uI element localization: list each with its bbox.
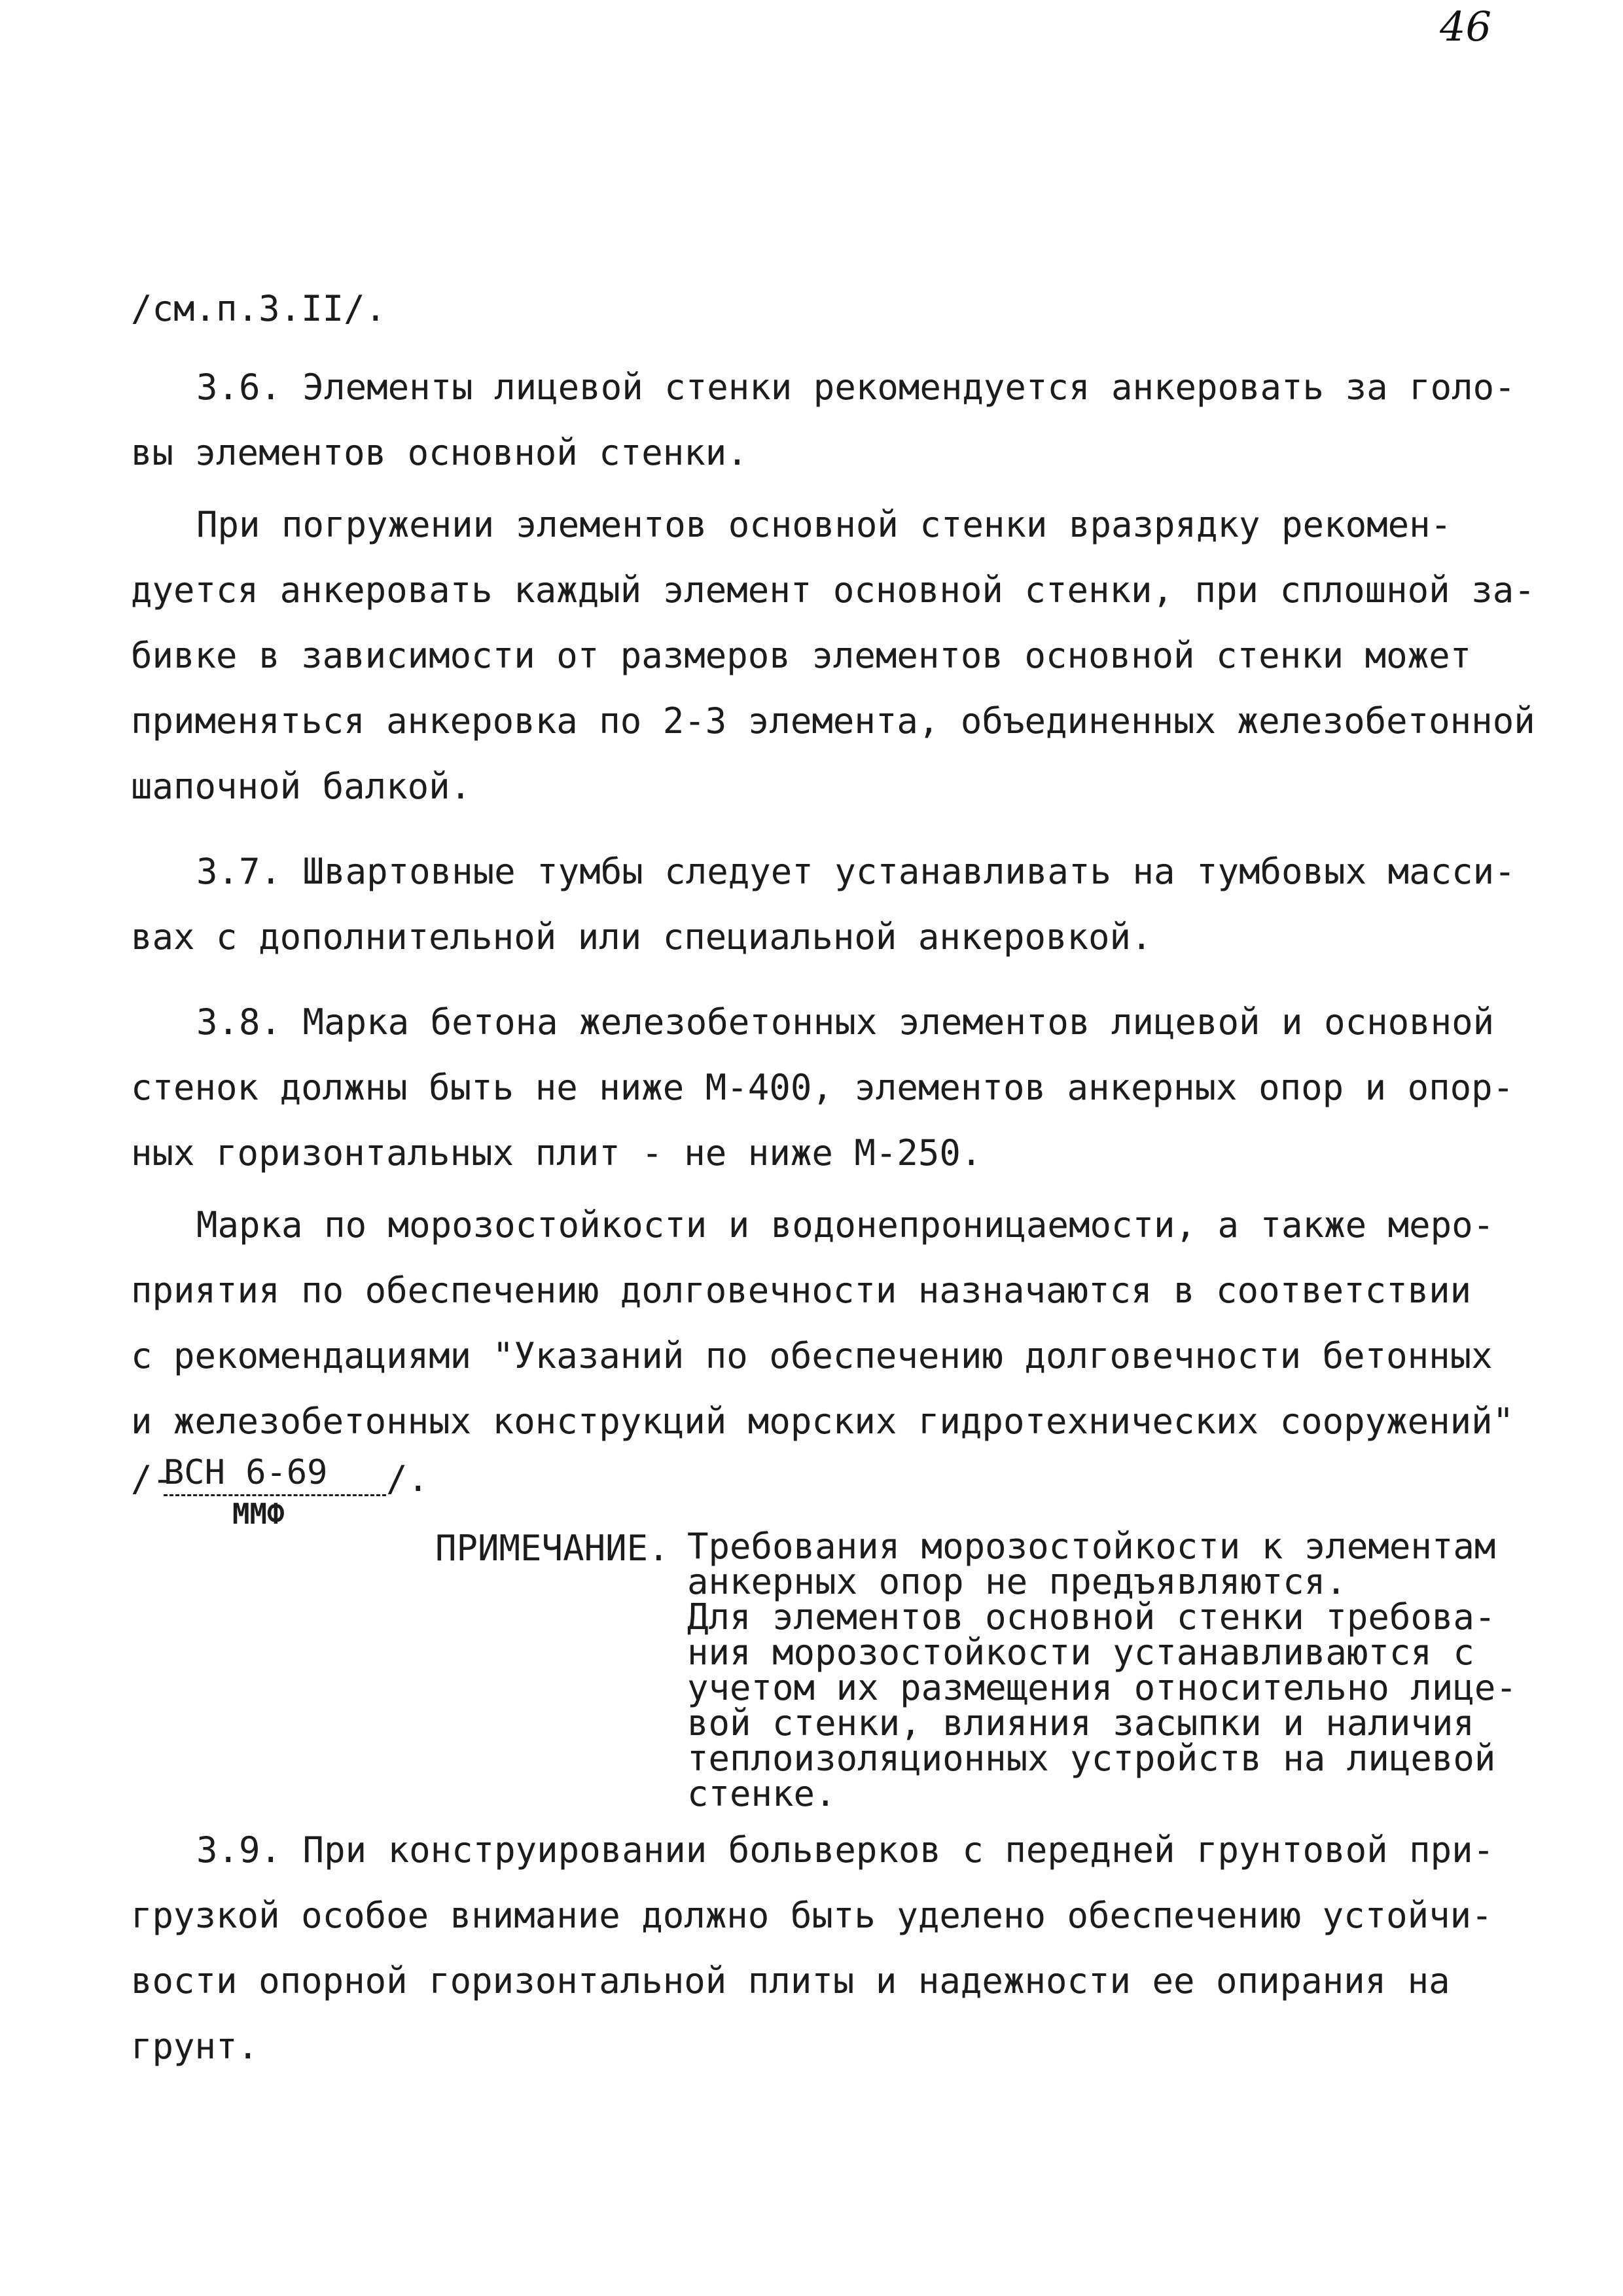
intro-reference: /см.п.3.II/. bbox=[131, 288, 387, 329]
paragraph-3-6b-line-1: При погружении элементов основной стенки вразрядку рекомен- bbox=[196, 504, 1452, 545]
paragraph-3-8b-line-4: и железобетонных конструкций морских гидротехнических сооружений" bbox=[131, 1401, 1514, 1442]
paragraph-3-8-line-2: стенок должны быть не ниже М-400, элементов анкерных опор и опор- bbox=[131, 1067, 1514, 1108]
paragraph-3-8b-line-1: Марка по морозостойкости и водонепроницаемости, а также меро- bbox=[196, 1204, 1495, 1246]
reference-prefix: /- bbox=[131, 1458, 174, 1499]
paragraph-3-9-line-2: грузкой особое внимание должно быть уделено обеспечению устойчи- bbox=[131, 1895, 1493, 1936]
paragraph-3-6b-line-4: применяться анкеровка по 2-3 элемента, объединенных железобетонной bbox=[131, 700, 1535, 742]
paragraph-3-9-line-1: 3.9. При конструировании больверков с передней грунтовой при- bbox=[196, 1829, 1495, 1871]
note-line-6: вой стенки, влияния засыпки и наличия bbox=[687, 1702, 1474, 1744]
note-line-5: учетом их размещения относительно лице- bbox=[687, 1667, 1517, 1708]
paragraph-3-7-line-2: вах с дополнительной или специальной анкеровкой. bbox=[131, 916, 1152, 958]
paragraph-3-6b-line-3: бивке в зависимости от размеров элементов основной стенки может bbox=[131, 635, 1472, 676]
paragraph-3-8b-line-3: с рекомендациями "Указаний по обеспечению долговечности бетонных bbox=[131, 1335, 1493, 1376]
note-line-7: теплоизоляционных устройств на лицевой bbox=[687, 1738, 1496, 1779]
reference-suffix: /. bbox=[386, 1458, 429, 1499]
note-line-3: Для элементов основной стенки требова- bbox=[687, 1596, 1496, 1638]
paragraph-3-8b-line-2: приятия по обеспечению долговечности назначаются в соответствии bbox=[131, 1270, 1472, 1311]
reference-subscript: ММФ bbox=[232, 1498, 285, 1531]
paragraph-3-6-line-2: вы элементов основной стенки. bbox=[131, 432, 748, 473]
note-line-2: анкерных опор не предъявляются. bbox=[687, 1561, 1347, 1602]
note-line-8: стенке. bbox=[687, 1773, 836, 1814]
note-line-4: ния морозостойкости устанавливаются с bbox=[687, 1632, 1474, 1673]
page-number: 46 bbox=[1440, 3, 1491, 50]
paragraph-3-6b-line-5: шапочной балкой. bbox=[131, 766, 472, 807]
note-line-1: Требования морозостойкости к элементам bbox=[687, 1526, 1496, 1567]
paragraph-3-8-line-1: 3.8. Марка бетона железобетонных элементов лицевой и основной bbox=[196, 1001, 1495, 1043]
paragraph-3-6-line-1: 3.6. Элементы лицевой стенки рекомендуется анкеровать за голо- bbox=[196, 367, 1516, 408]
reference-dash-line bbox=[164, 1494, 386, 1496]
paragraph-3-7-line-1: 3.7. Швартовные тумбы следует устанавливать на тумбовых масси- bbox=[196, 851, 1516, 892]
reference-code: ВСН 6-69 bbox=[164, 1453, 328, 1492]
paragraph-3-9-line-3: вости опорной горизонтальной плиты и надежности ее опирания на bbox=[131, 1960, 1450, 2001]
paragraph-3-6b-line-2: дуется анкеровать каждый элемент основной стенки, при сплошной за- bbox=[131, 569, 1535, 611]
paragraph-3-9-line-4: грунт. bbox=[131, 2026, 259, 2067]
paragraph-3-8-line-3: ных горизонтальных плит - не ниже М-250. bbox=[131, 1132, 982, 1174]
note-label: ПРИМЕЧАНИЕ. bbox=[435, 1528, 669, 1569]
